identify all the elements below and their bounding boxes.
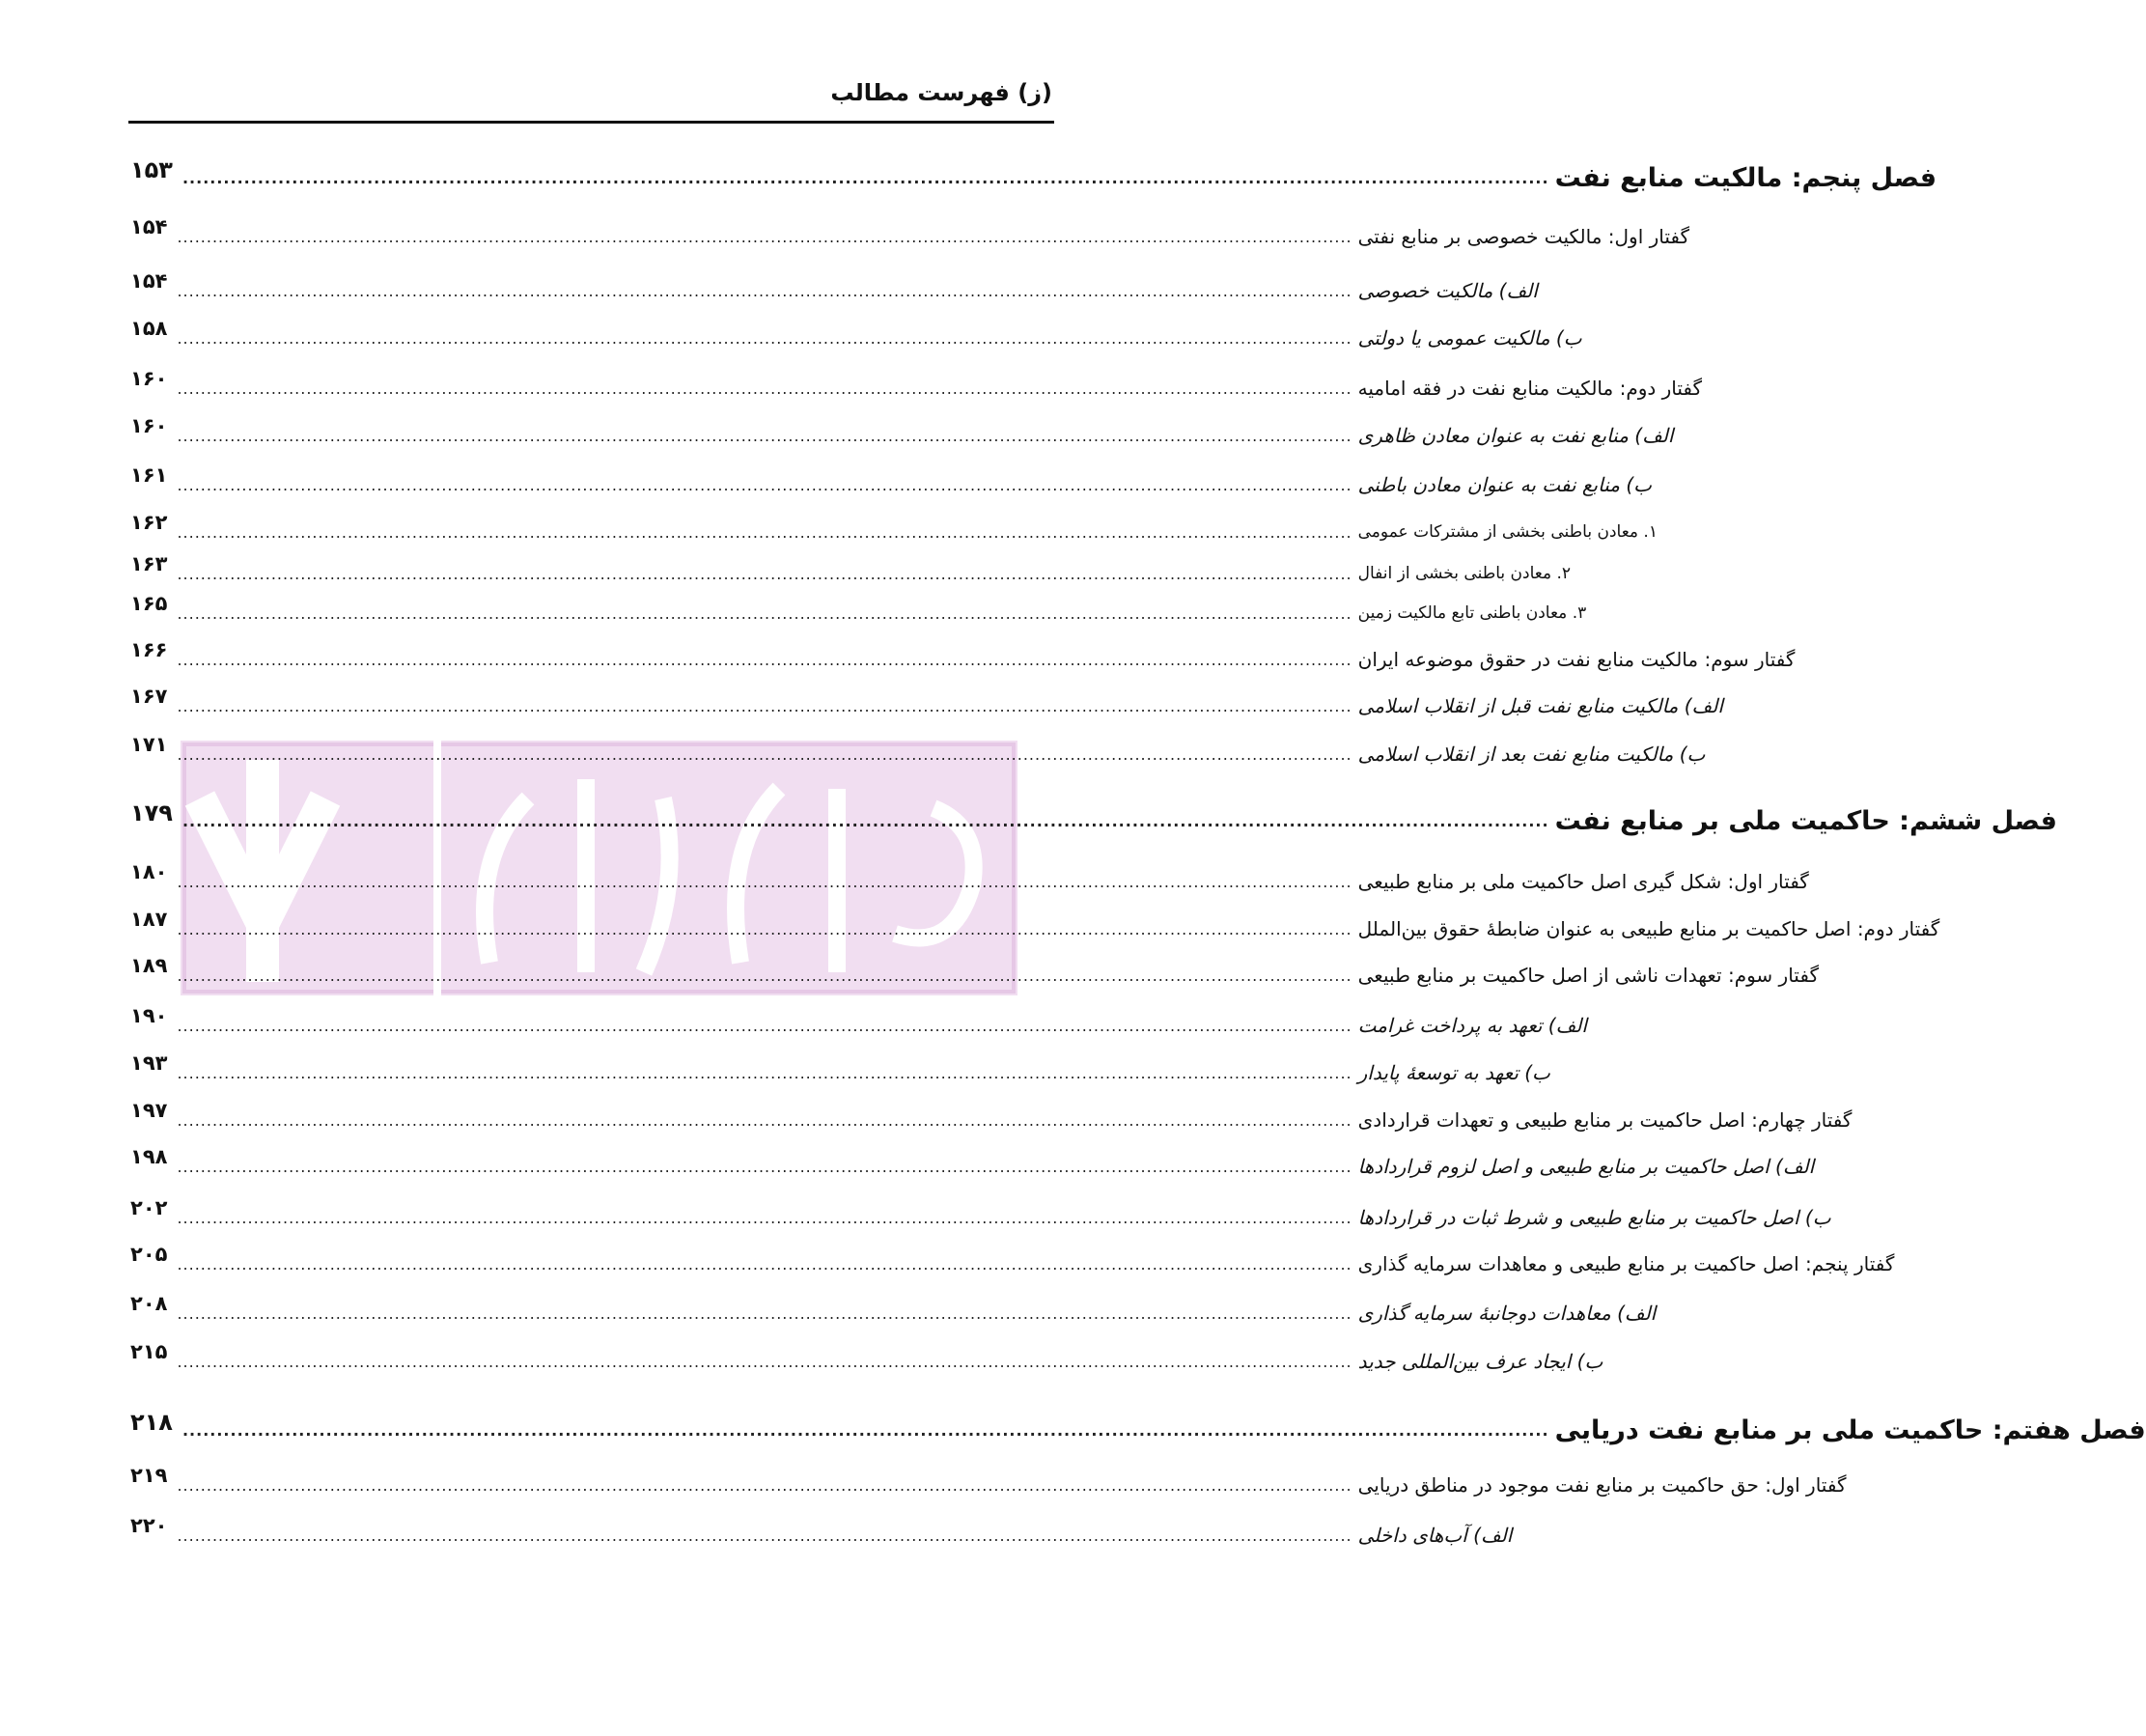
dot-leader: ........................................................................................................................................................................................................	[177, 919, 1352, 938]
page-number: ۱۶۲	[130, 511, 168, 534]
dot-leader: ........................................................................................................................................................................................................	[177, 1063, 1352, 1082]
page-number: ۱۵۸	[130, 317, 168, 340]
dot-leader: ........................................................................................................................................................................................................	[177, 1303, 1352, 1323]
toc-entry	[130, 463, 1652, 504]
dot-leader: ........................................................................................................................................................................................................	[177, 872, 1352, 891]
header-rule	[128, 121, 1054, 124]
dot-leader: ........................................................................................................................................................................................................	[177, 1110, 1352, 1130]
toc-entry	[130, 733, 1706, 773]
page-number: ۱۵۴	[130, 269, 168, 293]
toc-entry	[130, 269, 1538, 310]
toc-chapter-entry	[130, 156, 1937, 197]
toc-entry	[130, 908, 1940, 948]
page-number: ۱۶۰	[130, 367, 168, 390]
entry-title: فصل ششم: حاکمیت ملی بر منابع نفت	[1554, 805, 2057, 836]
page-number: ۲۱۹	[130, 1464, 168, 1487]
page-number: ۲۱۵	[130, 1340, 168, 1363]
dot-leader: ........................................................................................................................................................................................................	[177, 1016, 1352, 1035]
toc-chapter-entry	[130, 1409, 2146, 1449]
entry-title: گفتار اول: شکل گیری اصل حاکمیت ملی بر منابع طبیعی	[1357, 870, 1809, 893]
page-number: ۲۱۸	[130, 1409, 173, 1436]
entry-title: ۱. معادن باطنی بخشی از مشترکات عمومی	[1357, 522, 1658, 542]
dot-leader: ........................................................................................................................................................................................................	[177, 1352, 1352, 1371]
toc-entry	[130, 685, 1723, 725]
page-number: ۱۵۳	[130, 156, 173, 183]
entry-title: گفتار دوم: اصل حاکمیت بر منابع طبیعی به عنوان ضابطهٔ حقوق بین‌الملل	[1357, 917, 1940, 940]
page-number: ۱۵۴	[130, 215, 168, 238]
entry-title: الف) مالکیت منابع نفت قبل از انقلاب اسلامی	[1357, 694, 1723, 717]
page-number: ۱۶۱	[130, 463, 168, 487]
dot-leader: ........................................................................................................................................................................................................	[177, 696, 1352, 715]
page-number: ۱۸۰	[130, 860, 168, 883]
entry-title: ب) تعهد به توسعهٔ پایدار	[1357, 1061, 1550, 1084]
entry-title: ب) مالکیت منابع نفت بعد از انقلاب اسلامی	[1357, 742, 1706, 766]
entry-title: الف) معاهدات دوجانبهٔ سرمایه گذاری	[1357, 1302, 1657, 1325]
page-number: ۲۲۰	[130, 1514, 168, 1537]
dot-leader: ........................................................................................................................................................................................................	[181, 168, 1549, 187]
page-number: ۱۶۷	[130, 685, 168, 708]
page-number: ۱۷۱	[130, 733, 168, 756]
toc-entry	[130, 1514, 1513, 1554]
entry-title: الف) تعهد به پرداخت غرامت	[1357, 1014, 1587, 1037]
toc-entry	[130, 954, 1819, 994]
dot-leader: ........................................................................................................................................................................................................	[177, 426, 1352, 445]
toc-entry	[130, 860, 1809, 901]
dot-leader: ........................................................................................................................................................................................................	[177, 603, 1352, 623]
dot-leader: ........................................................................................................................................................................................................	[177, 281, 1352, 300]
page-number: ۱۹۳	[130, 1051, 168, 1075]
toc-entry	[130, 1464, 1847, 1504]
toc-entry	[130, 511, 1658, 551]
toc-entry	[130, 317, 1582, 357]
page-number: ۱۶۵	[130, 592, 168, 615]
dot-leader: ........................................................................................................................................................................................................	[177, 966, 1352, 985]
toc-entry	[130, 592, 1587, 632]
dot-leader: ........................................................................................................................................................................................................	[177, 1254, 1352, 1274]
toc-entry	[130, 1099, 1853, 1139]
dot-leader: ........................................................................................................................................................................................................	[177, 650, 1352, 669]
page-number: ۱۶۰	[130, 414, 168, 437]
page-number: ۱۹۸	[130, 1145, 168, 1168]
entry-title: گفتار پنجم: اصل حاکمیت بر منابع طبیعی و معاهدات سرمایه گذاری	[1357, 1252, 1895, 1275]
entry-title: ب) اصل حاکمیت بر منابع طبیعی و شرط ثبات در قراردادها	[1357, 1206, 1831, 1229]
dot-leader: ........................................................................................................................................................................................................	[177, 1526, 1352, 1545]
dot-leader: ........................................................................................................................................................................................................	[181, 1420, 1549, 1440]
page-number: ۱۷۹	[130, 799, 173, 826]
page-number: ۱۶۳	[130, 552, 168, 575]
entry-title: گفتار سوم: مالکیت منابع نفت در حقوق موضوعه ایران	[1357, 648, 1796, 671]
dot-leader: ........................................................................................................................................................................................................	[177, 564, 1352, 583]
dot-leader: ........................................................................................................................................................................................................	[177, 744, 1352, 764]
toc-chapter-entry	[130, 799, 2057, 840]
toc-entry	[130, 1292, 1657, 1332]
dot-leader: ........................................................................................................................................................................................................	[177, 522, 1352, 542]
dot-leader: ........................................................................................................................................................................................................	[177, 328, 1352, 348]
dot-leader: ........................................................................................................................................................................................................	[177, 475, 1352, 494]
entry-title: ب) منابع نفت به عنوان معادن باطنی	[1357, 473, 1652, 496]
entry-title: الف) اصل حاکمیت بر منابع طبیعی و اصل لزوم قراردادها	[1357, 1155, 1815, 1178]
toc-entry	[130, 367, 1703, 407]
toc-entry	[130, 1340, 1603, 1381]
entry-title: گفتار اول: حق حاکمیت بر منابع نفت موجود در مناطق دریایی	[1357, 1473, 1847, 1497]
entry-title: گفتار دوم: مالکیت منابع نفت در فقه امامیه	[1357, 377, 1703, 400]
page-number: ۲۰۸	[130, 1292, 168, 1315]
toc-entry	[130, 215, 1690, 256]
entry-title: گفتار سوم: تعهدات ناشی از اصل حاکمیت بر منابع طبیعی	[1357, 964, 1819, 987]
toc-entry	[130, 1243, 1895, 1283]
entry-title: فصل هفتم: حاکمیت ملی بر منابع نفت دریایی	[1554, 1414, 2146, 1445]
toc-entry	[130, 1004, 1587, 1045]
toc-entry	[130, 1196, 1831, 1237]
page-number: ۱۶۶	[130, 638, 168, 661]
running-header: (ز) فهرست مطالب	[830, 79, 1052, 106]
page-number: ۱۹۰	[130, 1004, 168, 1027]
toc-entry	[130, 552, 1572, 593]
page-number: ۲۰۲	[130, 1196, 168, 1219]
entry-title: گفتار چهارم: اصل حاکمیت بر منابع طبیعی و تعهدات قراردادی	[1357, 1108, 1853, 1132]
toc-entry	[130, 1051, 1550, 1092]
entry-title: ۲. معادن باطنی بخشی از انفال	[1357, 564, 1572, 583]
dot-leader: ........................................................................................................................................................................................................	[177, 378, 1352, 398]
dot-leader: ........................................................................................................................................................................................................	[177, 227, 1352, 246]
dot-leader: ........................................................................................................................................................................................................	[177, 1208, 1352, 1227]
entry-title: الف) مالکیت خصوصی	[1357, 279, 1538, 302]
page-number: ۱۸۷	[130, 908, 168, 931]
toc-entry	[130, 1145, 1815, 1186]
toc-entry	[130, 638, 1796, 679]
entry-title: فصل پنجم: مالکیت منابع نفت	[1554, 162, 1937, 193]
dot-leader: ........................................................................................................................................................................................................	[181, 811, 1549, 830]
entry-title: الف) آب‌های داخلی	[1357, 1524, 1513, 1547]
dot-leader: ........................................................................................................................................................................................................	[177, 1475, 1352, 1495]
entry-title: الف) منابع نفت به عنوان معادن ظاهری	[1357, 424, 1674, 447]
entry-title: گفتار اول: مالکیت خصوصی بر منابع نفتی	[1357, 225, 1690, 248]
page-number: ۲۰۵	[130, 1243, 168, 1266]
page-number: ۱۹۷	[130, 1099, 168, 1122]
entry-title: ۳. معادن باطنی تابع مالکیت زمین	[1357, 603, 1587, 623]
dot-leader: ........................................................................................................................................................................................................	[177, 1157, 1352, 1176]
toc-entry	[130, 414, 1674, 455]
entry-title: ب) مالکیت عمومی یا دولتی	[1357, 326, 1582, 350]
page-number: ۱۸۹	[130, 954, 168, 977]
entry-title: ب) ایجاد عرف بین‌المللی جدید	[1357, 1350, 1603, 1373]
